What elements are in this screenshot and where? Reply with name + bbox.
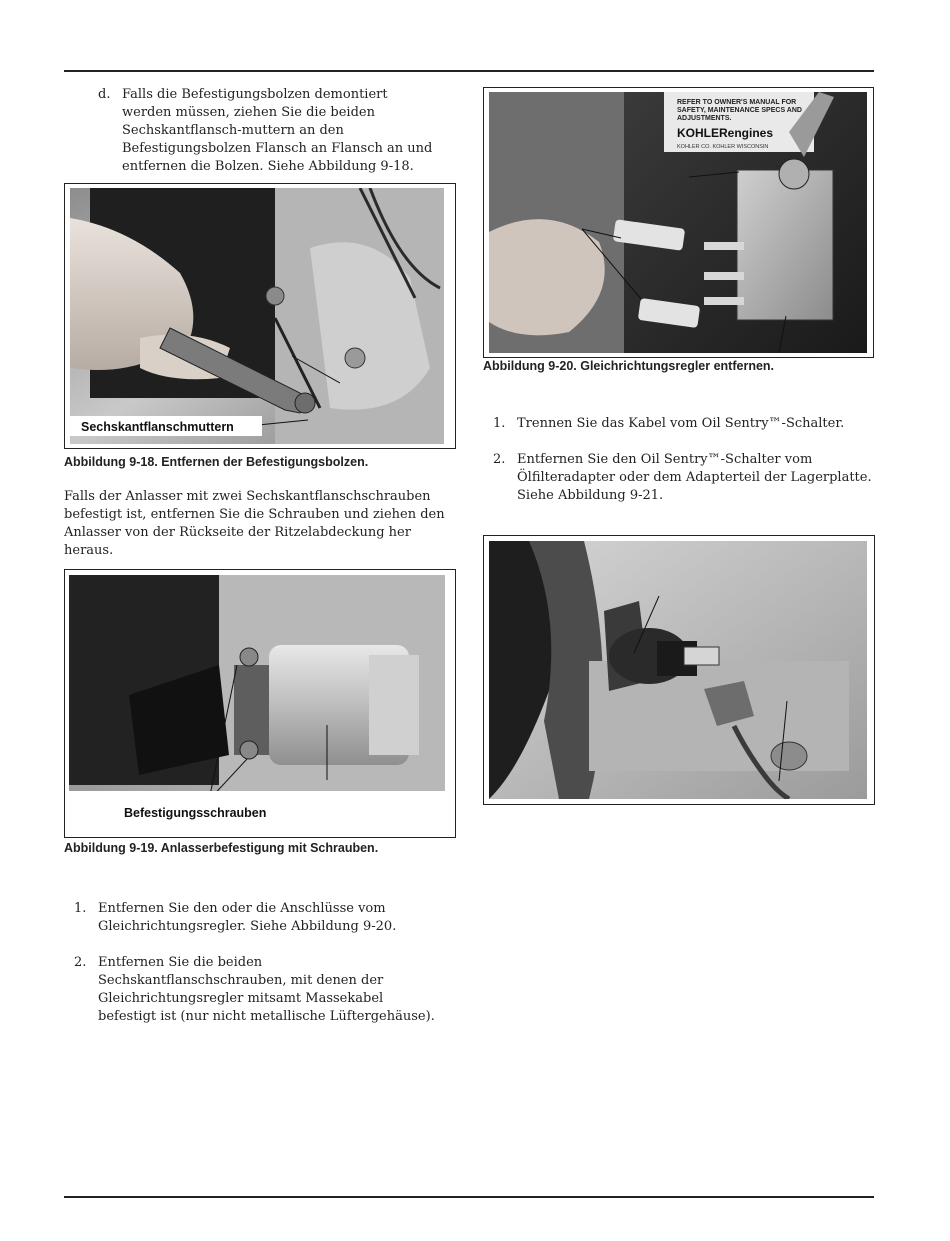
step-d-marker: d. [98, 87, 111, 102]
list-item [493, 451, 873, 505]
decal-small-print: KOHLER CO. KOHLER WISCONSIN [677, 144, 769, 150]
figure-9-19-callout: Befestigungsschrauben [124, 806, 267, 820]
step-text: Trennen Sie das Kabel vom Oil Sentry™-Schalter. [517, 416, 845, 431]
step-text: Entfernen Sie die beiden Sechskantflanschschrauben, mit denen der Gleichrichtungsregler mitsamt Massekabel befestigt ist (nur nicht metallische Lüftergehäuse). [98, 955, 435, 1024]
decal-line-2: SAFETY, MAINTENANCE SPECS AND [677, 107, 802, 114]
list-item [74, 954, 444, 1026]
right-steps-list [493, 415, 873, 505]
step-number: 1. [493, 416, 506, 431]
list-item [74, 900, 444, 936]
top-rule [64, 70, 874, 72]
figure-9-20-photo [489, 92, 867, 353]
bottom-rule [64, 1196, 874, 1198]
step-text: Entfernen Sie den oder die Anschlüsse vom Gleichrichtungsregler. Siehe Abbildung 9-20. [98, 901, 397, 934]
step-d-text: Falls die Befestigungsbolzen demontiert werden müssen, ziehen Sie die beiden Sechskantflansch-muttern an den Befestigungsbolzen Flansch an Flansch an und entfernen die Bolzen. Siehe Abbildung 9-18. [122, 87, 433, 174]
step-number: 1. [74, 901, 87, 916]
figure-9-18-caption: Abbildung 9-18. Entfernen der Befestigungsbolzen. [64, 455, 369, 469]
figure-9-21-photo [489, 541, 867, 799]
step-number: 2. [74, 955, 87, 970]
step-number: 2. [493, 452, 506, 467]
list-item [493, 415, 873, 433]
figure-9-20-caption: Abbildung 9-20. Gleichrichtungsregler entfernen. [483, 359, 775, 373]
decal-line-3: ADJUSTMENTS. [677, 115, 732, 122]
starter-paragraph: Falls der Anlasser mit zwei Sechskantflanschschrauben befestigt ist, entfernen Sie die Schrauben und ziehen den Anlasser von der Rückseite der Ritzelabdeckung her heraus. [64, 489, 445, 558]
figure-9-19-photo [69, 575, 445, 831]
decal-line-1: REFER TO OWNER'S MANUAL FOR [677, 99, 797, 106]
figure-9-18-photo [70, 188, 444, 444]
decal-brand: KOHLERengines [677, 126, 774, 140]
figure-9-18-callout: Sechskantflanschmuttern [81, 420, 234, 434]
left-steps-list [74, 900, 444, 1026]
figure-9-19-caption: Abbildung 9-19. Anlasserbefestigung mit Schrauben. [64, 841, 379, 855]
step-text: Entfernen Sie den Oil Sentry™-Schalter vom Ölfilteradapter oder dem Adapterteil der Lagerplatte. Siehe Abbildung 9-21. [517, 452, 872, 503]
